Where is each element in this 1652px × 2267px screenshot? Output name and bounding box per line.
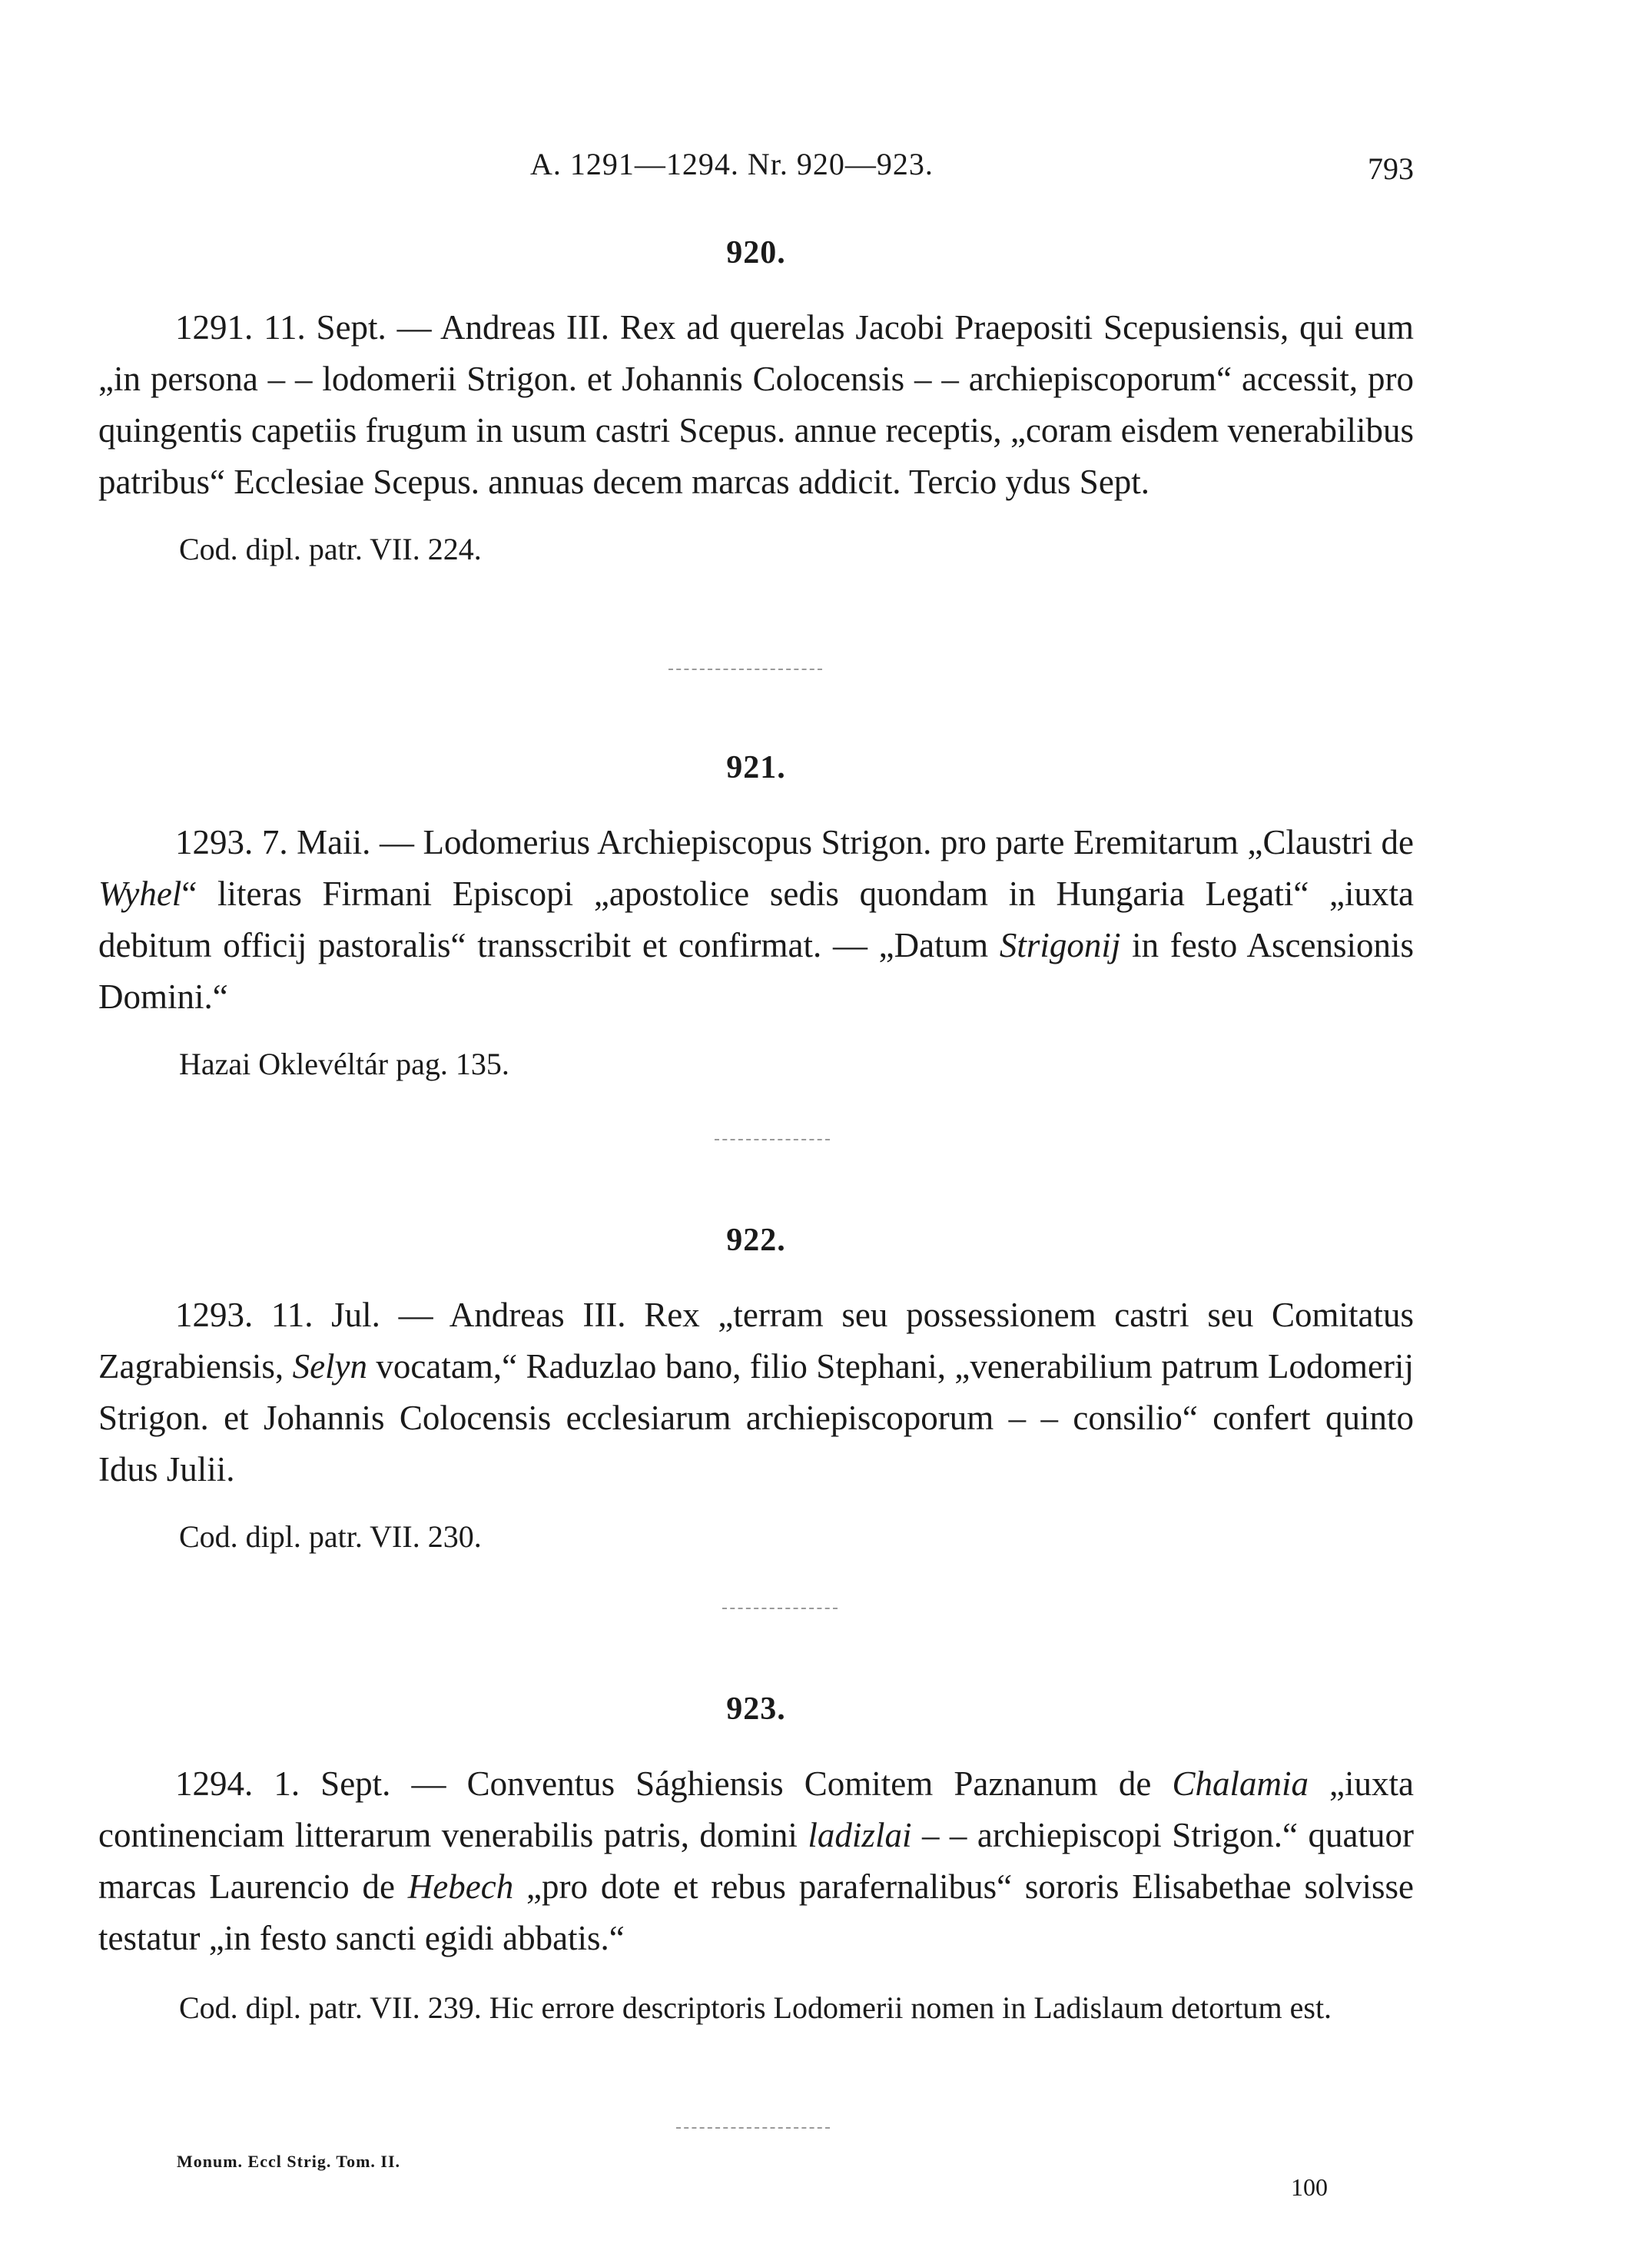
text-segment: „iuxta continenciam litterarum venerabilis patris, domini bbox=[98, 1764, 1415, 1854]
section-divider bbox=[676, 2127, 830, 2129]
text-segment: vocatam,“ Raduzlao bano, filio Stephani, „venerabilium patrum Lodomerij Strigon. et Johannis Colocensis ecclesiarum archiepiscoporum – – consilio“ confert quinto Idus Julii. bbox=[98, 1347, 1415, 1489]
place-name: Selyn bbox=[292, 1347, 368, 1386]
source-citation: Cod. dipl. patr. VII. 230. bbox=[179, 1519, 482, 1554]
entry-number: 921. bbox=[726, 750, 786, 785]
entry-text bbox=[98, 817, 1414, 1023]
entry-921 bbox=[98, 749, 1414, 1082]
footer-sheet-number: 100 bbox=[1291, 2173, 1328, 2201]
section-divider bbox=[715, 1139, 830, 1140]
entry-922 bbox=[98, 1222, 1414, 1555]
entry-923 bbox=[98, 1691, 1414, 2029]
source-citation: Cod. dipl. patr. VII. 239. Hic errore descriptoris Lodomerii nomen in Ladislaum detortum est. bbox=[179, 1990, 1332, 2025]
entry-920 bbox=[98, 234, 1414, 567]
entry-text bbox=[98, 1290, 1414, 1495]
source-citation: Cod. dipl. patr. VII. 224. bbox=[179, 532, 482, 566]
text-segment: 1293. 11. Jul. — Andreas III. Rex „terram seu possessionem castri seu Comitatus Zagrabiensis, bbox=[98, 1296, 1414, 1386]
page-number: 793 bbox=[1368, 151, 1414, 186]
text-segment: 1293. 7. Maii. — Lodomerius Archiepiscopus Strigon. pro parte Eremitarum „Claustri de bbox=[175, 823, 1414, 861]
personal-name: ladizlai bbox=[808, 1816, 912, 1854]
place-name: Hebech bbox=[407, 1867, 514, 1906]
place-name: Strigonij bbox=[999, 926, 1121, 964]
entry-number: 923. bbox=[726, 1691, 786, 1727]
source-citation: Hazai Oklevéltár pag. 135. bbox=[179, 1047, 509, 1081]
entry-number: 922. bbox=[726, 1223, 786, 1258]
footer-signature: Monum. Eccl Strig. Tom. II. bbox=[177, 2152, 401, 2171]
text-segment: “ literas Firmani Episcopi „apostolice sedis quondam in Hungaria Legati“ „iuxta debitum officij pastoralis“ transscribit et confirmat. — „Datum bbox=[98, 875, 1414, 964]
entry-text bbox=[98, 302, 1414, 508]
place-name: Chalamia bbox=[1172, 1764, 1309, 1803]
section-divider bbox=[668, 669, 822, 670]
text-segment: 1291. 11. Sept. — Andreas III. Rex ad querelas Jacobi Praepositi Scepusiensis, qui eum „in persona – – lodomerii Strigon. et Johannis Colocensis – – archiepiscoporum“ accessit, pro quingentis capetiis frugum in usum castri Scepus. annue receptis, „coram eisdem venerabilibus patribus“ Ecclesiae Scepus. annuas decem marcas addicit. Tercio ydus Sept. bbox=[98, 308, 1414, 501]
running-head: A. 1291—1294. Nr. 920—923. bbox=[530, 147, 934, 181]
page-header bbox=[0, 146, 1652, 192]
text-segment: in festo Ascensionis Domini.“ bbox=[98, 926, 1415, 1016]
text-segment: 1294. 1. Sept. — Conventus Sághiensis Comitem Paznanum de bbox=[175, 1764, 1173, 1803]
text-segment: – – archiepiscopi Strigon.“ quatuor marcas Laurencio de bbox=[98, 1816, 1414, 1906]
section-divider bbox=[722, 1608, 838, 1609]
entry-text bbox=[98, 1758, 1414, 1964]
text-segment: „pro dote et rebus parafernalibus“ sororis Elisabethae solvisse testatur „in festo sancti egidi abbatis.“ bbox=[98, 1867, 1414, 1957]
place-name: Wyhel bbox=[98, 875, 182, 913]
entry-number: 920. bbox=[726, 235, 786, 271]
